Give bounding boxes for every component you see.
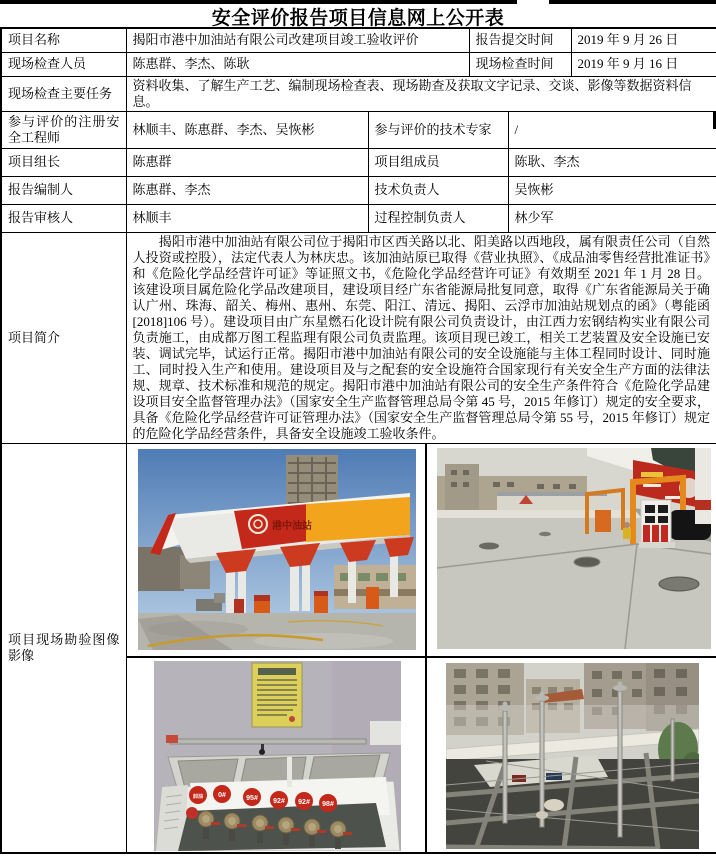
grade-label-0: 0# bbox=[217, 791, 226, 799]
value-registered-engineers: 林顺丰、陈惠群、李杰、吴恢彬 bbox=[126, 111, 368, 148]
value-process-control-lead: 林少军 bbox=[508, 204, 716, 232]
value-technical-experts: / bbox=[508, 111, 716, 148]
value-project-intro: 揭阳市港中加油站有限公司位于揭阳市区西关路以北、阳美路以西地段，属有限责任公司（自然人投资或控股），法定代表人为林庆忠。该加油站原已取得《营业执照》、《成品油零售经营批准证书》和《危险化学品经营许可证》等证照文书，《危险化学品经营许可证》有效期至 2021 年 1 月 28 日。该建设项目属危险化学品改建项目，建设项目经广东省能源局批复同意，取得《广东省能源局关于确认广州、珠海、韶关、梅州、惠州、东莞、阳江、清远、揭阳、云浮市加油站规划点的函》（粤能函[2018]106 号）。建设项目由广东星燃石化设计院有限公司负责设计，由江西力宏钢结构实业有限公司负责施工，由成都万图工程监理有限公司负责监理。该项目现已竣工，相关工艺装置及安全设施已安装、调试完毕，试运行正常。揭阳市港中加油站有限公司的安全设施能与主体工程同时设计、同时施工、同时投入生产和使用。建设项目及与之配套的安全设施符合国家现行有关安全生产方面的法律法规、规章、技术标准和规范的规定。揭阳市港中加油站有限公司的安全生产条件符合《危险化学品建设项目安全监督管理办法》（国家安全生产监督管理总局令第 45 号，2015 年修订）规定的安全要求，具备《危险化学品经营许可证管理办法》（国家安全生产监督管理总局令第 55 号，2015 年修订）规定的危险化学品经营条件，具备安全设施竣工验收条件。 bbox=[126, 232, 716, 443]
row-project-intro bbox=[1, 232, 716, 443]
canopy-sign-text: 港中油站 bbox=[271, 520, 312, 532]
label-process-control-lead: 过程控制负责人 bbox=[368, 204, 508, 232]
value-team-members: 陈耿、李杰 bbox=[508, 148, 716, 176]
photo-grid-horizontal-divider bbox=[127, 656, 716, 658]
value-site-check-time: 2019 年 9 月 16 日 bbox=[571, 52, 716, 76]
label-team-leader: 项目组长 bbox=[1, 148, 126, 176]
value-site-tasks: 资料收集、了解生产工艺、编制现场检查表、现场勘查及获取文字记录、交谈、影像等数据资料信息。 bbox=[126, 76, 716, 111]
grade-label-95: 95# bbox=[245, 794, 258, 802]
page-title: 安全评价报告项目信息网上公开表 bbox=[211, 8, 505, 29]
grade-label-92a: 92# bbox=[272, 797, 285, 805]
value-site-inspectors: 陈惠群、李杰、陈耿 bbox=[126, 52, 469, 76]
label-technical-lead: 技术负责人 bbox=[368, 176, 508, 204]
photo-gas-station-canopy bbox=[138, 449, 416, 650]
row-team-leader bbox=[1, 148, 716, 176]
label-project-intro: 项目简介 bbox=[1, 232, 126, 443]
label-report-writer: 报告编制人 bbox=[1, 176, 126, 204]
public-disclosure-table bbox=[0, 27, 716, 854]
label-technical-experts: 参与评价的技术专家 bbox=[368, 111, 508, 148]
row-site-tasks bbox=[1, 76, 716, 111]
value-report-submit-time: 2019 年 9 月 26 日 bbox=[571, 28, 716, 52]
photo-unloading-cabinet bbox=[154, 661, 401, 851]
label-site-check-time: 现场检查时间 bbox=[469, 52, 571, 76]
row-project-name bbox=[1, 28, 716, 52]
value-team-leader: 陈惠群 bbox=[126, 148, 368, 176]
value-technical-lead: 吴恢彬 bbox=[508, 176, 716, 204]
label-project-name: 项目名称 bbox=[1, 28, 126, 52]
row-report-reviewer bbox=[1, 204, 716, 232]
photo-grid-vertical-divider bbox=[425, 444, 427, 853]
label-report-reviewer: 报告审核人 bbox=[1, 204, 126, 232]
photo-tank-pit-vent-pipes bbox=[446, 663, 699, 849]
value-report-reviewer: 林顺丰 bbox=[126, 204, 368, 232]
site-images-cell bbox=[126, 443, 716, 853]
row-site-inspectors bbox=[1, 52, 716, 76]
value-project-name: 揭阳市港中加油站有限公司改建项目竣工验收评价 bbox=[126, 28, 469, 52]
label-team-members: 项目组成员 bbox=[368, 148, 508, 176]
value-report-writer: 陈惠群、李杰 bbox=[126, 176, 368, 204]
photo-forecourt-dispensers bbox=[437, 448, 711, 649]
label-site-tasks: 现场检查主要任务 bbox=[1, 76, 126, 111]
label-site-inspectors: 现场检查人员 bbox=[1, 52, 126, 76]
grade-label-98: 98# bbox=[321, 800, 334, 808]
label-report-submit-time: 报告提交时间 bbox=[469, 28, 571, 52]
row-registered-engineers bbox=[1, 111, 716, 148]
label-site-images: 项目现场勘验图像影像 bbox=[1, 443, 126, 853]
row-site-images bbox=[1, 443, 716, 853]
grade-label-unload: 卸油 bbox=[192, 793, 203, 800]
grade-label-92b: 92# bbox=[297, 798, 310, 806]
label-registered-engineers: 参与评价的注册安全工程师 bbox=[1, 111, 126, 148]
row-report-writer bbox=[1, 176, 716, 204]
